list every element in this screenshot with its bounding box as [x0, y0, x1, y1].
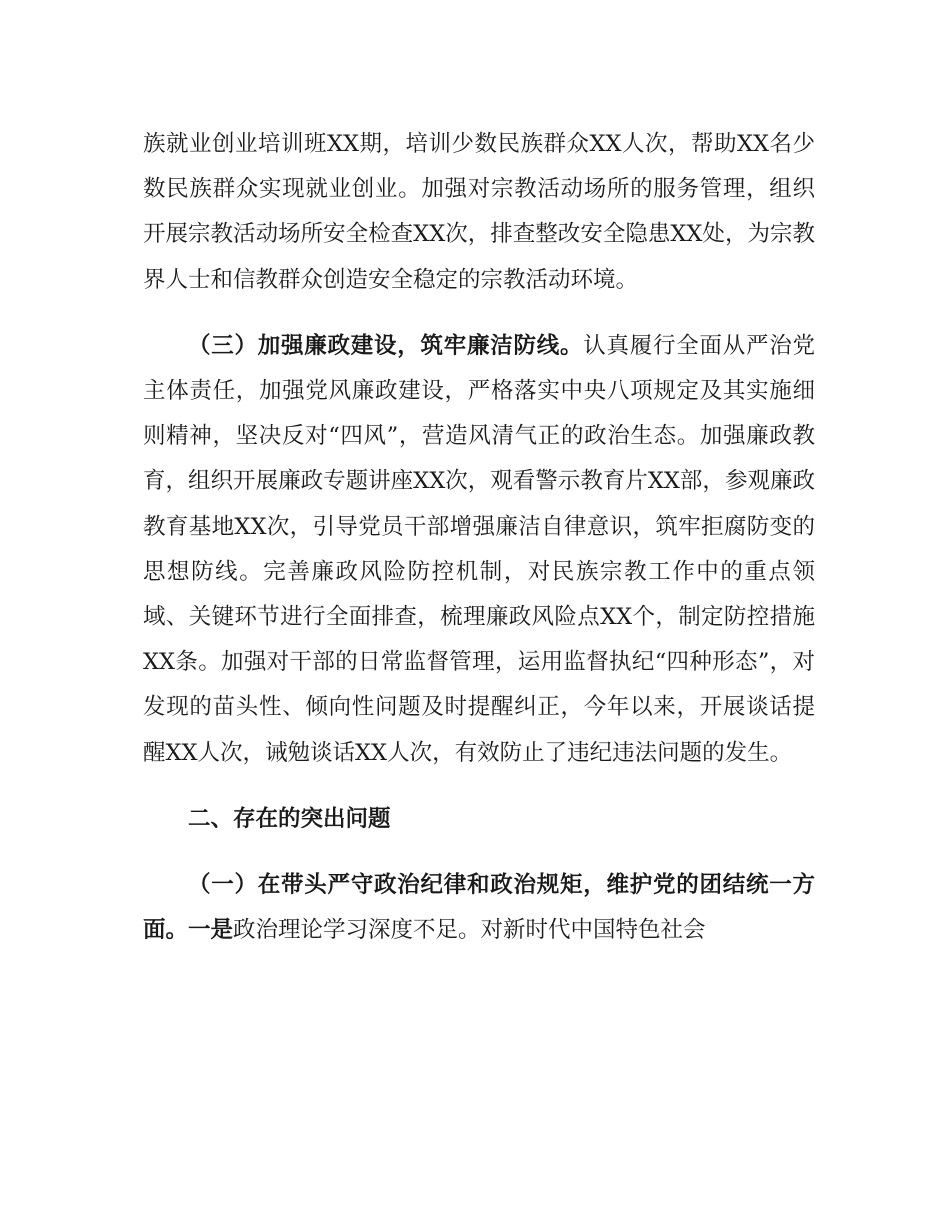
- section-heading-text: 二、存在的突出问题: [188, 805, 391, 832]
- paragraph-lead-heading: （一）在带头严守政治纪律和政治规矩，维护党的团结统一方面。一是: [143, 872, 815, 944]
- paragraph-lead-heading: （三）加强廉政建设，筑牢廉洁防线。: [188, 332, 584, 359]
- paragraph-ethnic-religious-work: [143, 122, 815, 303]
- paragraph-text: 政治理论学习深度不足。对新时代中国特色社会: [233, 917, 706, 944]
- paragraph-text: 族就业创业培训班XX期，培训少数民族群众XX人次，帮助XX名少数民族群众实现就业创业。加强对宗教活动场所的服务管理，组织开展宗教活动场所安全检查XX次，排查整改安全隐患XX处，为宗教界人士和信教群众创造安全稳定的宗教活动环境。: [143, 131, 815, 293]
- section-heading-problems: [143, 797, 815, 842]
- paragraph-integrity-building: [143, 324, 815, 776]
- document-body: [143, 122, 815, 953]
- paragraph-political-discipline: [143, 863, 815, 953]
- paragraph-text: 认真履行全面从严治党主体责任，加强党风廉政建设，严格落实中央八项规定及其实施细则精神，坚决反对“四风”，营造风清气正的政治生态。加强廉政教育，组织开展廉政专题讲座XX次，观看警示教育片XX部，参观廉政教育基地XX次，引导党员干部增强廉洁自律意识，筑牢拒腐防变的思想防线。完善廉政风险防控机制，对民族宗教工作中的重点领域、关键环节进行全面排查，梳理廉政风险点XX个，制定防控措施XX条。加强对干部的日常监督管理，运用监督执纪“四种形态”，对发现的苗头性、倾向性问题及时提醒纠正，今年以来，开展谈话提醒XX人次，诫勉谈话XX人次，有效防止了违纪违法问题的发生。: [143, 332, 815, 766]
